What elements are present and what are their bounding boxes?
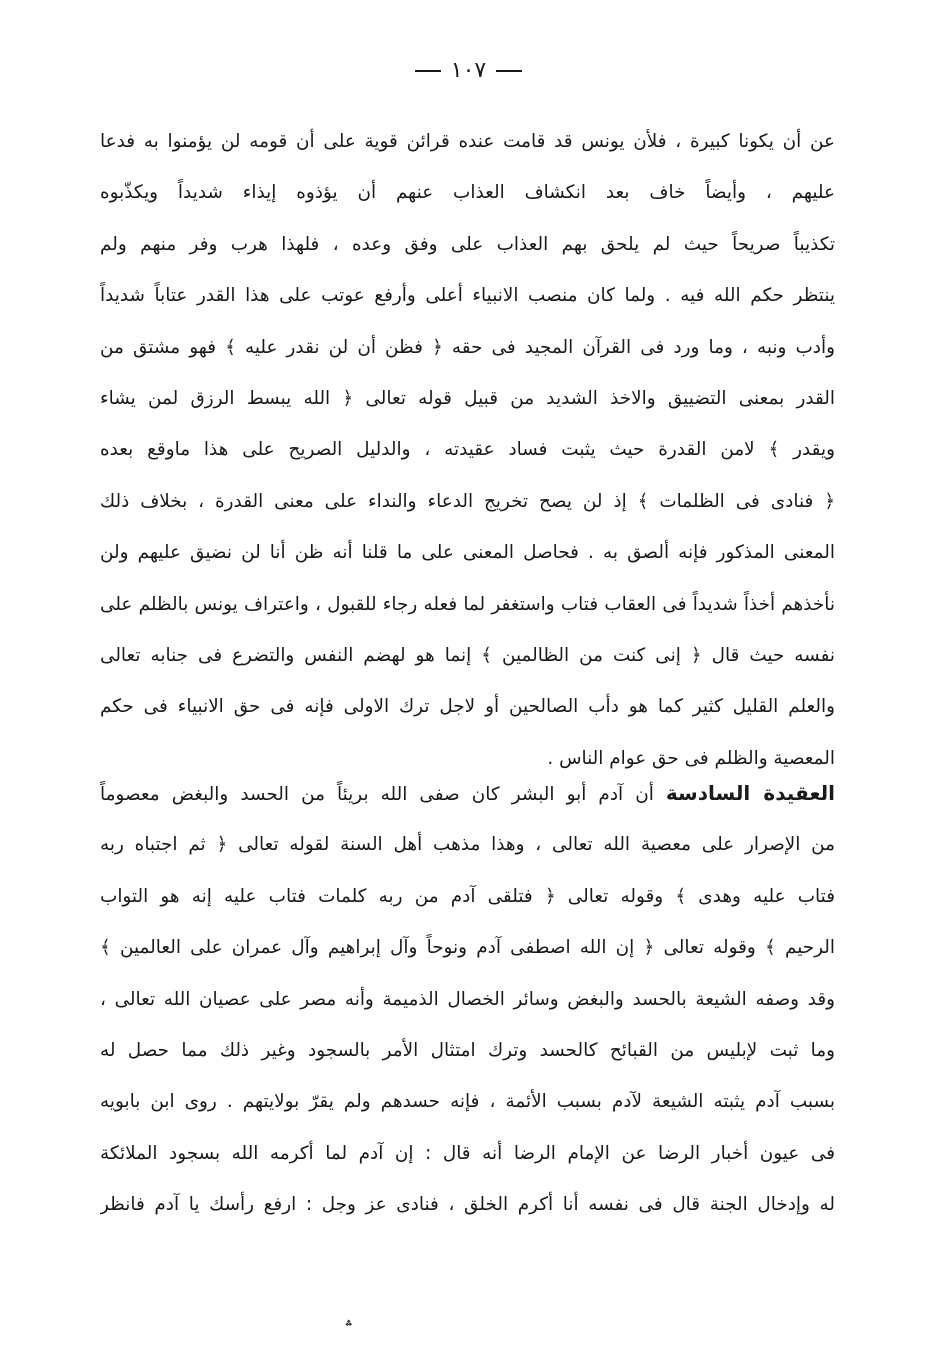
heading-line-text: أن آدم أبو البشر كان صفى الله بريئاً من الحسد والبغض معصوماً — [100, 784, 654, 805]
text-line: تكذيباً صريحاً حيث لم يلحق بهم العذاب على وفق وعده ، فلهذا هرب وفر منهم ولم — [100, 233, 835, 255]
text-line — [100, 768, 835, 819]
text-line: المعصية والظلم فى حق عوام الناس . — [547, 747, 835, 769]
text-line: وأدب ونبه ، وما ورد فى القرآن المجيد فى حقه ﴿ فظن أن لن نقدر عليه ﴾ فهو مشتق من — [100, 336, 835, 358]
page-ornament: ؞ — [344, 1318, 354, 1337]
paragraph-1 — [100, 116, 835, 784]
section-heading: العقيدة السادسة — [665, 781, 835, 805]
text-line: والعلم القليل كثير كما هو دأب الصالحين أو لاجل ترك الاولى فإنه فى حق الانبياء فى حكم — [100, 696, 835, 718]
header-dash-right — [496, 70, 522, 72]
paragraph-2 — [100, 768, 835, 1231]
text-line: بسبب آدم يثبته الشيعة لآدم بسبب الأئمة ، فإنه حسدهم ولم يقرّ بولايتهم . روى ابن بابويه — [100, 1091, 835, 1113]
text-line: ينتظر حكم الله فيه . ولما كان منصب الانبياء أعلى وأرفع عوتب على هذا القدر عتاباً شديداً — [100, 285, 835, 307]
text-line: وما ثبت لإبليس من القبائح كالحسد وترك امتثال الأمر بالسجود وغير ذلك مما حصل له — [100, 1039, 835, 1061]
page-number: ١٠٧ — [450, 58, 487, 83]
text-line: نأخذهم أخذاً شديداً فى العقاب فتاب واستغفر لما فعله رجاء للقبول ، واعتراف يونس بالظلم على — [100, 593, 835, 615]
text-line: نفسه حيث قال ﴿ إنى كنت من الظالمين ﴾ إنما هو لهضم النفس والتضرع فى جنابه تعالى — [100, 644, 835, 666]
text-line: له وإدخال الجنة قال فى نفسه أنا أكرم الخلق ، فنادى عز وجل : ارفع رأسك يا آدم فانظر — [100, 1194, 835, 1216]
text-line: فى عيون أخبار الرضا عن الإمام الرضا أنه قال : إن آدم لما أكرمه الله بسجود الملائكة — [100, 1142, 835, 1164]
text-line: عليهم ، وأيضاً خاف بعد انكشاف العذاب عنهم أن يؤذوه إيذاء شديداً ويكذّبوه — [100, 182, 835, 204]
page-header — [0, 56, 937, 86]
text-line: الرحيم ﴾ وقوله تعالى ﴿ إن الله اصطفى آدم ونوحاً وآل إبراهيم وآل عمران على العالمين ﴾ — [100, 937, 835, 959]
text-line: ويقدر ﴾ لامن القدرة حيث يثبت فساد عقيدته ، والدليل الصريح على هذا ماوقع بعده — [100, 439, 835, 461]
text-line: ﴿ فنادى فى الظلمات ﴾ إذ لن يصح تخريج الدعاء والنداء على معنى القدرة ، بخلاف ذلك — [100, 490, 835, 512]
text-line: المعنى المذكور فإنه ألصق به . فحاصل المعنى على ما قلنا أنه ظن أنا لن نضيق عليهم ولن — [100, 542, 835, 564]
text-line: عن أن يكونا كبيرة ، فلأن يونس قد قامت عنده قرائن قوية على أن قومه لن يؤمنوا به فدعا — [100, 131, 835, 152]
text-line: وقد وصفه الشيعة بالحسد والبغض وسائر الخصال الذميمة وأنه مصر على عصيان الله تعالى ، — [100, 988, 835, 1010]
header-dash-left — [415, 70, 441, 72]
text-line: فتاب عليه وهدى ﴾ وقوله تعالى ﴿ فتلقى آدم من ربه كلمات فتاب عليه إنه هو التواب — [100, 885, 835, 907]
text-line: من الإصرار على معصية الله تعالى ، وهذا مذهب أهل السنة لقوله تعالى ﴿ ثم اجتباه ربه — [100, 834, 835, 856]
text-line: القدر بمعنى التضييق والاخذ الشديد من قبيل قوله تعالى ﴿ الله يبسط الرزق لمن يشاء — [100, 387, 835, 409]
